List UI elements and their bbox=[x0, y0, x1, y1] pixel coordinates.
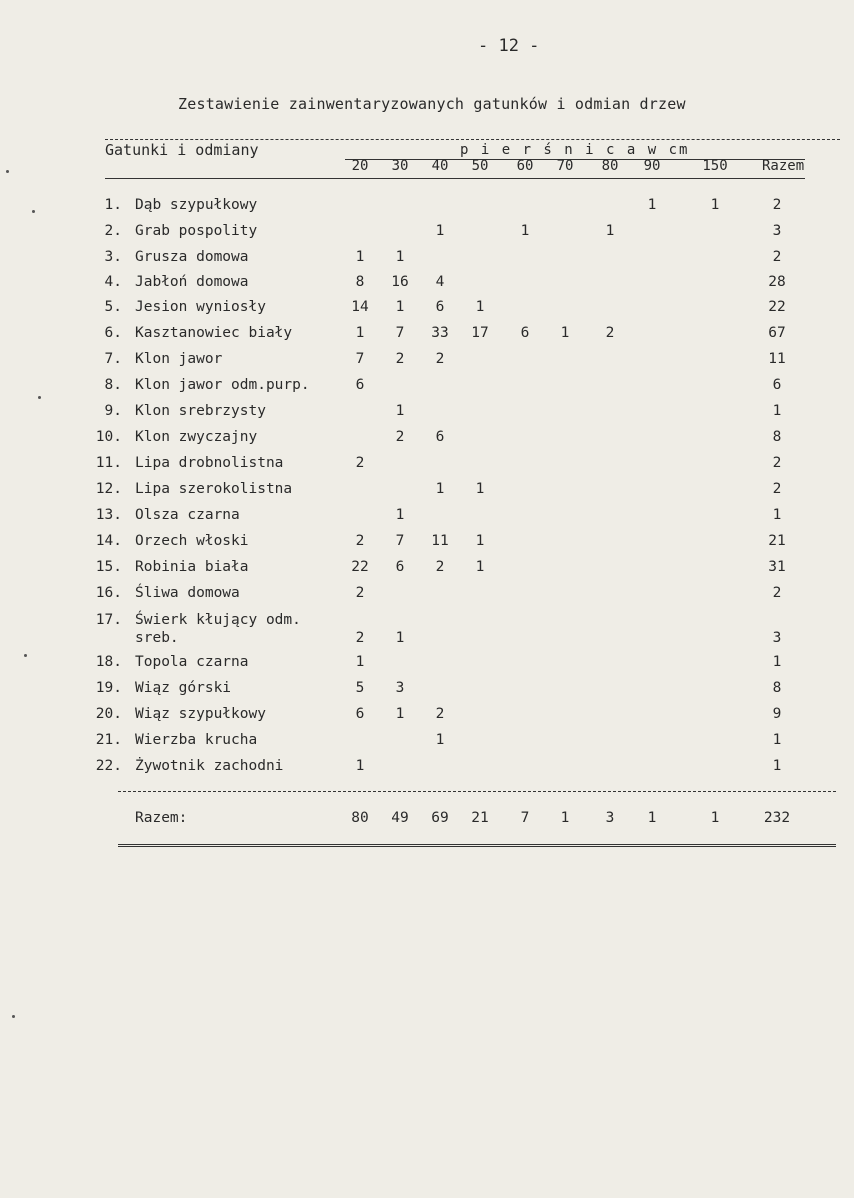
row-number: 22. bbox=[95, 758, 122, 774]
row-number: 19. bbox=[95, 680, 122, 696]
row-number: 18. bbox=[95, 654, 122, 670]
count-cell: 1 bbox=[395, 249, 405, 265]
row-number: 11. bbox=[95, 455, 122, 471]
species-name: Klon jawor odm.purp. bbox=[135, 377, 310, 393]
species-name: Grab pospolity bbox=[135, 223, 258, 239]
species-name: Klon srebrzysty bbox=[135, 403, 266, 419]
count-cell: 1 bbox=[475, 533, 485, 549]
count-cell: 14 bbox=[351, 299, 369, 315]
species-name: Żywotnik zachodni bbox=[135, 758, 284, 774]
count-cell: 1 bbox=[435, 481, 445, 497]
count-cell: 1 bbox=[475, 559, 485, 575]
grand-total: 232 bbox=[763, 810, 791, 826]
species-name: Klon zwyczajny bbox=[135, 429, 258, 445]
row-number: 17. bbox=[95, 612, 122, 628]
count-cell: 1 bbox=[395, 507, 405, 523]
column-header: 60 bbox=[516, 158, 534, 174]
column-total: 7 bbox=[520, 810, 530, 826]
row-total: 1 bbox=[772, 758, 782, 774]
count-cell: 6 bbox=[520, 325, 530, 341]
count-cell: 2 bbox=[355, 533, 365, 549]
species-name: Jabłoń domowa bbox=[135, 274, 249, 290]
count-cell: 1 bbox=[395, 630, 405, 646]
species-name: Jesion wyniosły bbox=[135, 299, 266, 315]
count-cell: 8 bbox=[355, 274, 365, 290]
count-cell: 6 bbox=[355, 706, 365, 722]
margin-mark bbox=[38, 396, 41, 399]
column-total: 49 bbox=[391, 810, 409, 826]
count-cell: 7 bbox=[355, 351, 365, 367]
totals-bottom-double-rule bbox=[118, 844, 836, 847]
species-name: Kasztanowiec biały bbox=[135, 325, 293, 341]
species-name: Olsza czarna bbox=[135, 507, 240, 523]
row-total: 8 bbox=[772, 680, 782, 696]
column-total: 69 bbox=[431, 810, 449, 826]
count-cell: 2 bbox=[605, 325, 615, 341]
count-cell: 1 bbox=[395, 299, 405, 315]
row-number: 9. bbox=[104, 403, 122, 419]
row-number: 15. bbox=[95, 559, 122, 575]
count-cell: 1 bbox=[475, 299, 485, 315]
row-total: 21 bbox=[768, 533, 786, 549]
species-name: Dąb szypułkowy bbox=[135, 197, 258, 213]
row-total: 2 bbox=[772, 455, 782, 471]
species-name: Orzech włoski bbox=[135, 533, 249, 549]
column-header: 90 bbox=[643, 158, 661, 174]
page-title: Zestawienie zainwentaryzowanych gatunków i odmian drzew bbox=[178, 95, 686, 113]
count-cell: 1 bbox=[395, 403, 405, 419]
margin-mark bbox=[32, 210, 35, 213]
species-name-continued: sreb. bbox=[135, 630, 179, 646]
count-cell: 1 bbox=[710, 197, 720, 213]
count-cell: 7 bbox=[395, 325, 405, 341]
row-number: 12. bbox=[95, 481, 122, 497]
row-number: 13. bbox=[95, 507, 122, 523]
count-cell: 6 bbox=[355, 377, 365, 393]
count-cell: 33 bbox=[431, 325, 449, 341]
row-total: 22 bbox=[768, 299, 786, 315]
count-cell: 6 bbox=[435, 429, 445, 445]
row-number: 20. bbox=[95, 706, 122, 722]
row-number: 6. bbox=[104, 325, 122, 341]
diameter-span-header: p i e r ś n i c a w cm bbox=[460, 142, 690, 158]
count-cell: 1 bbox=[355, 325, 365, 341]
row-total: 2 bbox=[772, 585, 782, 601]
count-cell: 1 bbox=[355, 758, 365, 774]
row-total: 1 bbox=[772, 732, 782, 748]
count-cell: 16 bbox=[391, 274, 409, 290]
count-cell: 1 bbox=[647, 197, 657, 213]
species-name: Grusza domowa bbox=[135, 249, 249, 265]
count-cell: 7 bbox=[395, 533, 405, 549]
count-cell: 1 bbox=[355, 654, 365, 670]
count-cell: 4 bbox=[435, 274, 445, 290]
row-number: 1. bbox=[104, 197, 122, 213]
margin-mark bbox=[12, 1015, 15, 1018]
count-cell: 1 bbox=[355, 249, 365, 265]
row-number: 14. bbox=[95, 533, 122, 549]
column-total: 1 bbox=[560, 810, 570, 826]
count-cell: 2 bbox=[435, 706, 445, 722]
header-bottom-rule bbox=[105, 178, 805, 179]
row-total: 9 bbox=[772, 706, 782, 722]
column-header: Razem bbox=[762, 158, 805, 174]
count-cell: 2 bbox=[355, 455, 365, 471]
row-total: 1 bbox=[772, 654, 782, 670]
species-name: Wiąz szypułkowy bbox=[135, 706, 266, 722]
species-column-header: Gatunki i odmiany bbox=[105, 141, 259, 159]
count-cell: 1 bbox=[435, 223, 445, 239]
row-total: 2 bbox=[772, 249, 782, 265]
row-number: 3. bbox=[104, 249, 122, 265]
count-cell: 1 bbox=[435, 732, 445, 748]
species-name: Topola czarna bbox=[135, 654, 249, 670]
count-cell: 2 bbox=[435, 351, 445, 367]
row-number: 16. bbox=[95, 585, 122, 601]
species-name: Klon jawor bbox=[135, 351, 223, 367]
species-name: Lipa drobnolistna bbox=[135, 455, 284, 471]
totals-top-rule bbox=[118, 791, 836, 792]
column-total: 3 bbox=[605, 810, 615, 826]
count-cell: 2 bbox=[355, 630, 365, 646]
column-total: 1 bbox=[647, 810, 657, 826]
species-name: Śliwa domowa bbox=[135, 585, 240, 601]
column-total: 21 bbox=[471, 810, 489, 826]
row-number: 5. bbox=[104, 299, 122, 315]
header-top-rule bbox=[105, 139, 840, 140]
row-total: 11 bbox=[768, 351, 786, 367]
count-cell: 2 bbox=[395, 351, 405, 367]
column-total: 80 bbox=[351, 810, 369, 826]
column-header: 50 bbox=[471, 158, 489, 174]
page-number: - 12 - bbox=[478, 36, 540, 56]
row-number: 4. bbox=[104, 274, 122, 290]
column-header: 150 bbox=[702, 158, 728, 174]
count-cell: 2 bbox=[395, 429, 405, 445]
count-cell: 1 bbox=[560, 325, 570, 341]
count-cell: 5 bbox=[355, 680, 365, 696]
totals-label: Razem: bbox=[135, 810, 188, 826]
count-cell: 2 bbox=[435, 559, 445, 575]
count-cell: 11 bbox=[431, 533, 449, 549]
row-total: 1 bbox=[772, 507, 782, 523]
row-number: 21. bbox=[95, 732, 122, 748]
column-header: 30 bbox=[391, 158, 409, 174]
species-name: Świerk kłujący odm. bbox=[135, 612, 301, 628]
count-cell: 1 bbox=[475, 481, 485, 497]
count-cell: 17 bbox=[471, 325, 489, 341]
count-cell: 1 bbox=[395, 706, 405, 722]
row-total: 2 bbox=[772, 197, 782, 213]
column-total: 1 bbox=[710, 810, 720, 826]
species-name: Lipa szerokolistna bbox=[135, 481, 293, 497]
margin-mark bbox=[24, 654, 27, 657]
row-number: 2. bbox=[104, 223, 122, 239]
column-header: 70 bbox=[556, 158, 574, 174]
column-header: 80 bbox=[601, 158, 619, 174]
row-total: 6 bbox=[772, 377, 782, 393]
count-cell: 2 bbox=[355, 585, 365, 601]
row-total: 31 bbox=[768, 559, 786, 575]
row-total: 2 bbox=[772, 481, 782, 497]
count-cell: 6 bbox=[395, 559, 405, 575]
row-total: 1 bbox=[772, 403, 782, 419]
count-cell: 3 bbox=[395, 680, 405, 696]
row-total: 8 bbox=[772, 429, 782, 445]
column-header: 40 bbox=[431, 158, 449, 174]
row-total: 67 bbox=[768, 325, 786, 341]
species-name: Wiąz górski bbox=[135, 680, 232, 696]
row-total: 3 bbox=[772, 630, 782, 646]
margin-mark bbox=[6, 170, 9, 173]
row-number: 8. bbox=[104, 377, 122, 393]
species-name: Robinia biała bbox=[135, 559, 249, 575]
row-number: 10. bbox=[95, 429, 122, 445]
count-cell: 1 bbox=[520, 223, 530, 239]
column-header: 20 bbox=[351, 158, 369, 174]
row-number: 7. bbox=[104, 351, 122, 367]
count-cell: 6 bbox=[435, 299, 445, 315]
count-cell: 22 bbox=[351, 559, 369, 575]
species-name: Wierzba krucha bbox=[135, 732, 258, 748]
row-total: 28 bbox=[768, 274, 786, 290]
row-total: 3 bbox=[772, 223, 782, 239]
count-cell: 1 bbox=[605, 223, 615, 239]
